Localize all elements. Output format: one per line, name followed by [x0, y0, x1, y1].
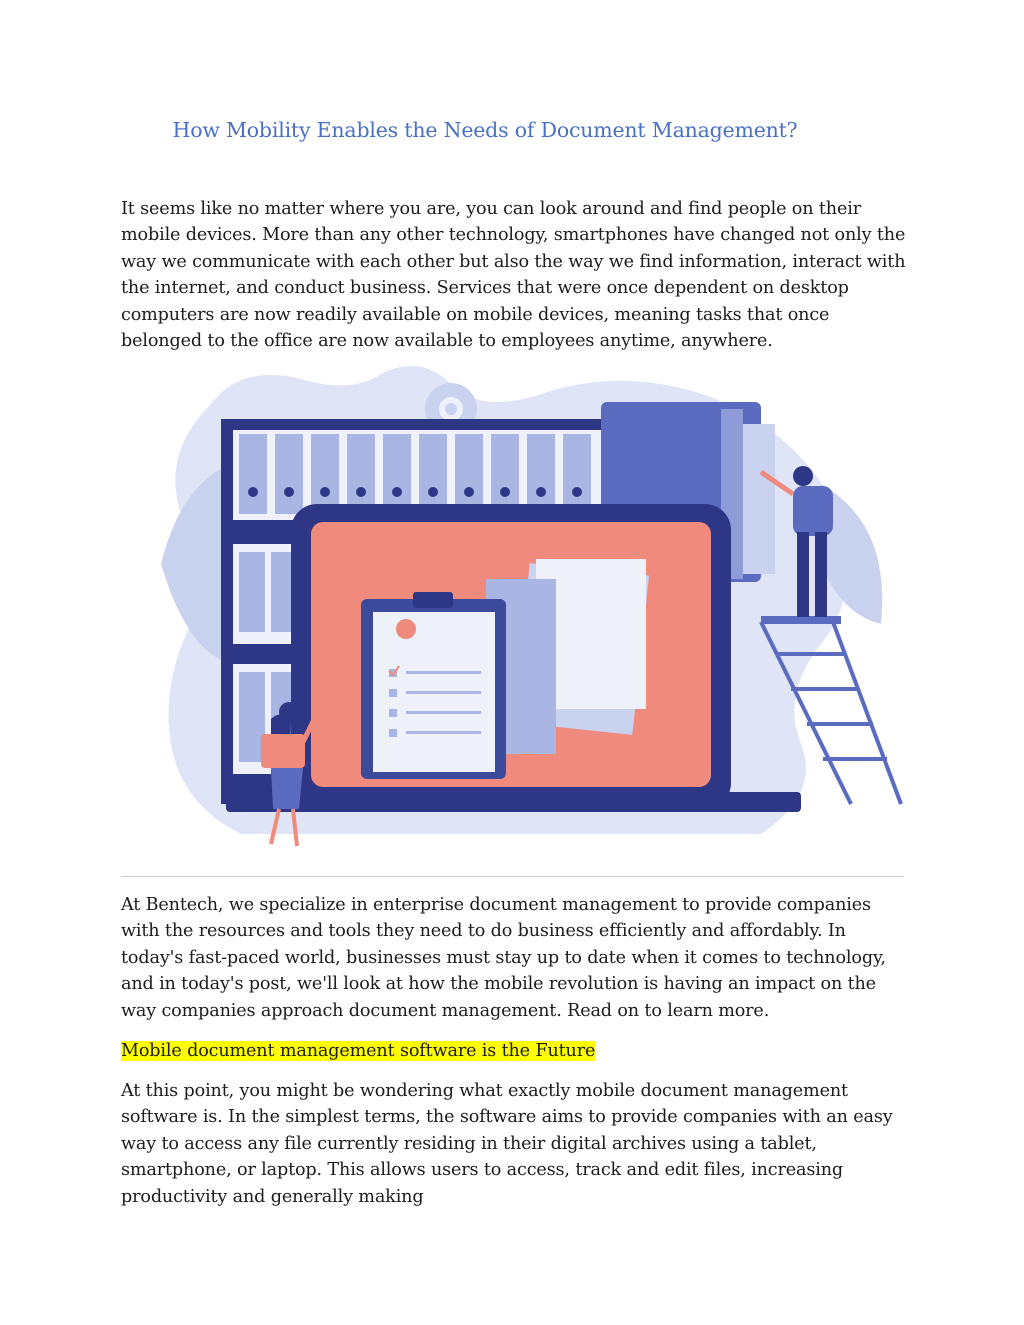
highlighted-heading-text: Mobile document management software is the Future — [121, 1041, 596, 1061]
avatar-icon — [396, 619, 416, 639]
body-paragraph: At Bentech, we specialize in enterprise document management to provide companies with the resources and tools they need to do business efficiently and affordably. In today's fast-paced world, businesses must stay up to date when it comes to technology, and in today's post, we'll look at how the mobile revolution is having an impact on the way companies approach document management. Read on to learn more. — [121, 895, 886, 1021]
section-heading — [121, 1038, 595, 1064]
intro-paragraph: It seems like no matter where you are, you can look around and find people on their mobile devices. More than any other technology, smartphones have changed not only the way we communicate with each other but also the way we find information, interact with the internet, and conduct business. Services that were once dependent on desktop computers are now readily available on mobile devices, meaning tasks that once belonged to the office are now available to employees anytime, anywhere. — [121, 199, 906, 352]
page-title: How Mobility Enables the Needs of Document Management? — [172, 118, 798, 142]
body-paragraph: At this point, you might be wondering what exactly mobile document management software is. In the simplest terms, the software aims to provide companies with an easy way to access any file currently residing in their digital archives using a tablet, smartphone, or laptop. This allows users to access, track and edit files, increasing productivity and generally making — [121, 1081, 893, 1207]
figure-divider — [121, 876, 904, 877]
laptop-base — [226, 792, 801, 812]
document-management-illustration — [121, 364, 904, 874]
